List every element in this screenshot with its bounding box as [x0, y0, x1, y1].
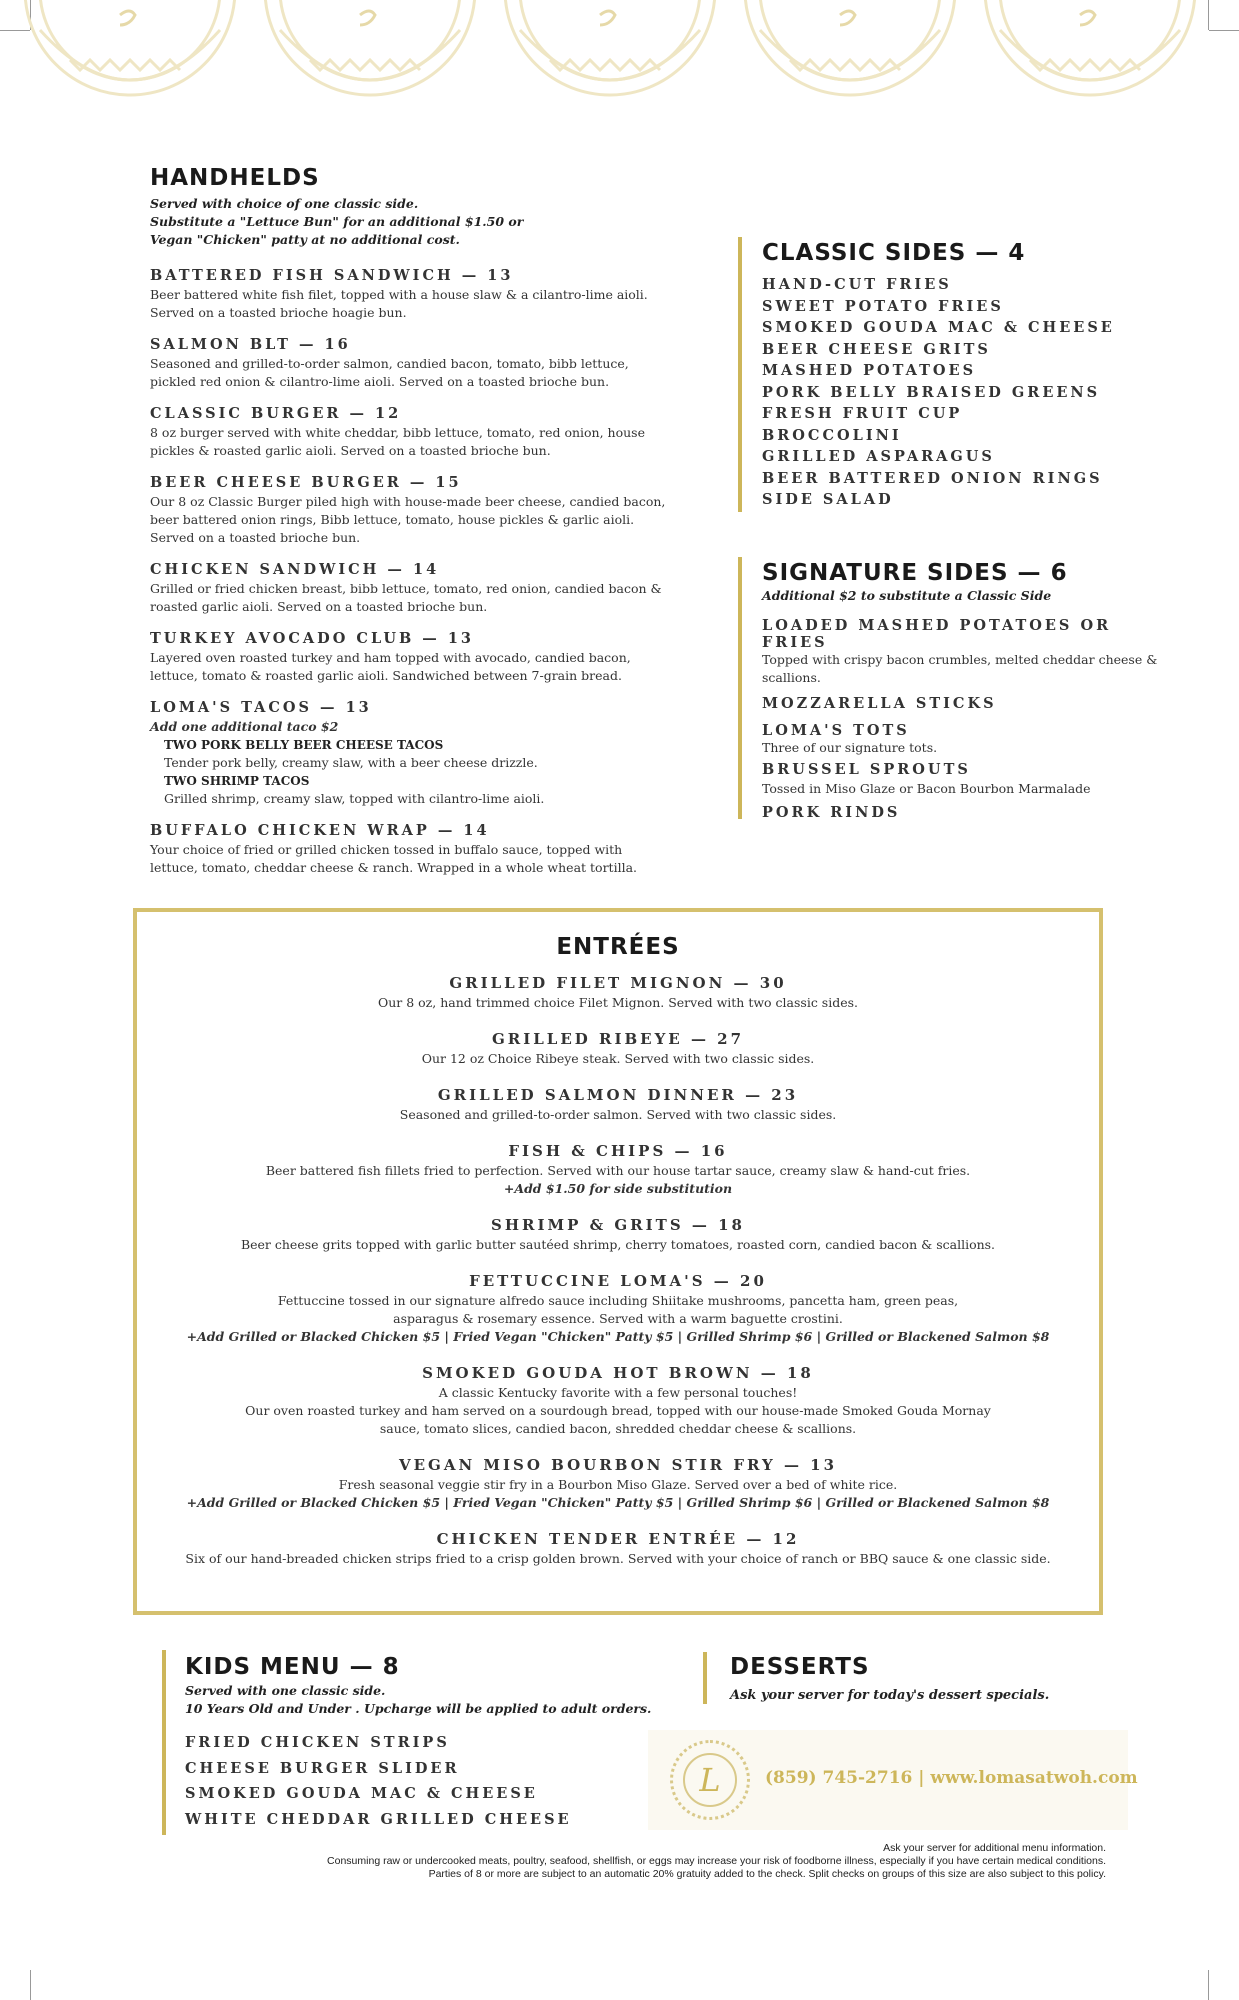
- item-name: CHICKEN SANDWICH — 14: [150, 561, 440, 578]
- menu-item: [150, 267, 670, 322]
- sub-option: [150, 736, 670, 808]
- entree-item: [137, 1364, 1099, 1438]
- item-name: GRILLED SALMON DINNER — 23: [437, 1086, 799, 1104]
- item-name: GRILLED FILET MIGNON — 30: [449, 974, 787, 992]
- item-note: Add one additional taco $2: [150, 719, 339, 734]
- item-description: asparagus & rosemary essence. Served with a warm baguette crostini.: [393, 1311, 843, 1326]
- logo-letter: L: [699, 1761, 721, 1799]
- classic-sides-section: [762, 240, 1182, 511]
- footer-fine-print: [150, 1842, 1106, 1881]
- logo-ring: [670, 1740, 750, 1820]
- item-name: BUFFALO CHICKEN WRAP — 14: [150, 822, 490, 839]
- section-note: Ask your server for today's dessert specials.: [730, 1688, 1050, 1703]
- item-description: Seasoned and grilled-to-order salmon. Served with two classic sides.: [399, 1107, 837, 1122]
- kids-menu-section: [185, 1654, 705, 1832]
- logo-emblem: [683, 1753, 737, 1807]
- gold-divider: [738, 237, 742, 512]
- list-item: SMOKED GOUDA MAC & CHEESE: [185, 1785, 538, 1802]
- section-title: HANDHELDS: [150, 165, 320, 191]
- list-item: WHITE CHEDDAR GRILLED CHEESE: [185, 1810, 572, 1828]
- item-description: Our oven roasted turkey and ham served on a sourdough bread, topped with our house-made Smoked Gouda Mornay sauce, tomato slices, candied bacon, shredded cheddar cheese & scallions.: [245, 1403, 991, 1436]
- menu-item: [150, 561, 670, 616]
- list-item: PORK BELLY BRAISED GREENS: [762, 383, 1101, 401]
- option-description: Tender pork belly, creamy slaw, with a beer cheese drizzle.: [164, 755, 538, 770]
- list-item: BROCCOLINI: [762, 426, 902, 444]
- item-name: CLASSIC BURGER — 12: [150, 405, 402, 422]
- section-title: SIGNATURE SIDES — 6: [762, 560, 1068, 586]
- list-item: MASHED POTATOES: [762, 362, 977, 379]
- contact-line: (859) 745-2716 | www.lomasatwoh.com: [765, 1768, 1138, 1788]
- menu-item: [150, 474, 670, 547]
- option-description: Grilled shrimp, creamy slaw, topped with cilantro-lime aioli.: [164, 791, 545, 806]
- item-description: A classic Kentucky favorite with a few personal touches!: [438, 1385, 798, 1400]
- section-title: KIDS MENU — 8: [185, 1654, 400, 1680]
- subtitle-line: Served with choice of one classic side.: [150, 196, 419, 211]
- list-item: HAND-CUT FRIES: [762, 276, 952, 293]
- gold-divider: [703, 1652, 707, 1704]
- section-title: CLASSIC SIDES — 4: [762, 240, 1026, 266]
- section-title: DESSERTS: [730, 1654, 870, 1680]
- crop-mark: [1208, 1970, 1209, 2000]
- list-item: CHEESE BURGER SLIDER: [185, 1759, 460, 1777]
- menu-item: [150, 630, 670, 685]
- handhelds-section: [150, 165, 670, 877]
- list-item: SIDE SALAD: [762, 491, 894, 508]
- item-description: Fettuccine tossed in our signature alfredo sauce including Shiitake mushrooms, pancetta ham, green peas,: [277, 1293, 959, 1308]
- item-description: Grilled or fried chicken breast, bibb lettuce, tomato, red onion, candied bacon & roasted garlic aioli. Served on a toasted brioche bun.: [150, 581, 662, 614]
- item-description: Our 8 oz, hand trimmed choice Filet Mignon. Served with two classic sides.: [377, 995, 858, 1010]
- item-addon: +Add Grilled or Blacked Chicken $5 | Fried Vegan "Chicken" Patty $5 | Grilled Shrimp $6 | Grilled or Blackened Salmon $8: [186, 1495, 1050, 1510]
- item-name: BRUSSEL SPROUTS: [762, 761, 971, 778]
- item-name: SALMON BLT — 16: [150, 336, 351, 353]
- menu-item: [150, 405, 670, 460]
- item-description: Beer battered fish fillets fried to perfection. Served with our house tartar sauce, creamy slaw & hand-cut fries.: [265, 1163, 971, 1178]
- item-description: Your choice of fried or grilled chicken tossed in buffalo sauce, topped with lettuce, tomato, cheddar cheese & ranch. Wrapped in a whole wheat tortilla.: [150, 842, 637, 875]
- list-item: BEER CHEESE GRITS: [762, 340, 991, 358]
- item-description: Layered oven roasted turkey and ham topped with avocado, candied bacon, lettuce, tomato & roasted garlic aioli. Sandwiched between 7-grain bread.: [150, 650, 631, 683]
- item-description: 8 oz burger served with white cheddar, bibb lettuce, tomato, red onion, house pickles & roasted garlic aioli. Served on a toasted brioche bun.: [150, 425, 645, 458]
- item-description: Our 8 oz Classic Burger piled high with house-made beer cheese, candied bacon, beer battered onion rings, Bibb lettuce, tomato, house pickles & garlic aioli. Served on a toasted brioche bun.: [150, 494, 666, 545]
- footer-line: Parties of 8 or more are subject to an automatic 20% gratuity added to the check. Split checks on groups of this size are also subject to this policy.: [428, 1868, 1106, 1880]
- item-name: BEER CHEESE BURGER — 15: [150, 474, 462, 491]
- item-name: VEGAN MISO BOURBON STIR FRY — 13: [398, 1456, 838, 1474]
- item-name: MOZZARELLA STICKS: [762, 695, 997, 712]
- subtitle-line: Served with one classic side.: [185, 1683, 386, 1698]
- item-name: BATTERED FISH SANDWICH — 13: [150, 267, 514, 284]
- list-item: SWEET POTATO FRIES: [762, 297, 1004, 315]
- entree-item: [137, 1086, 1099, 1124]
- gold-divider: [162, 1650, 166, 1835]
- section-subtitle: [150, 195, 670, 249]
- menu-item: [150, 336, 670, 391]
- option-name: TWO PORK BELLY BEER CHEESE TACOS: [164, 738, 444, 752]
- section-title: ENTRÉES: [556, 934, 680, 960]
- item-description: Our 12 oz Choice Ribeye steak. Served with two classic sides.: [421, 1051, 815, 1066]
- section-subtitle: [185, 1682, 705, 1718]
- section-note: Additional $2 to substitute a Classic Side: [762, 588, 1052, 603]
- ornament-pattern: [0, 0, 1239, 130]
- entree-item: [137, 1272, 1099, 1346]
- sides-list: [762, 274, 1182, 511]
- entree-item: [137, 1216, 1099, 1254]
- entree-item: [137, 1030, 1099, 1068]
- signature-sides-section: [762, 560, 1162, 821]
- list-item: FRESH FRUIT CUP: [762, 405, 963, 422]
- item-description: Three of our signature tots.: [762, 740, 938, 755]
- header-pattern: [0, 0, 1239, 130]
- list-item: BEER BATTERED ONION RINGS: [762, 469, 1103, 487]
- item-name: SMOKED GOUDA HOT BROWN — 18: [422, 1364, 814, 1382]
- item-name: GRILLED RIBEYE — 27: [491, 1030, 745, 1048]
- menu-item: [150, 699, 670, 808]
- item-name: PORK RINDS: [762, 804, 901, 821]
- kids-list: [185, 1730, 705, 1832]
- subtitle-line: 10 Years Old and Under . Upcharge will be applied to adult orders.: [185, 1701, 652, 1716]
- item-description: Seasoned and grilled-to-order salmon, candied bacon, tomato, bibb lettuce, pickled red onion & cilantro-lime aioli. Served on a toasted brioche bun.: [150, 356, 629, 389]
- item-description: Six of our hand-breaded chicken strips fried to a crisp golden brown. Served with your choice of ranch or BBQ sauce & one classic side.: [185, 1551, 1051, 1566]
- subtitle-line: Substitute a "Lettuce Bun" for an additional $1.50 or: [150, 214, 524, 229]
- item-addon: +Add $1.50 for side substitution: [503, 1181, 733, 1196]
- menu-item: [150, 822, 670, 877]
- item-name: FISH & CHIPS — 16: [508, 1142, 728, 1160]
- item-name: FETTUCCINE LOMA'S — 20: [469, 1272, 767, 1290]
- item-name: LOADED MASHED POTATOES OR FRIES: [762, 617, 1112, 651]
- contact-banner: [648, 1730, 1138, 1830]
- entree-item: [137, 974, 1099, 1012]
- item-name: TURKEY AVOCADO CLUB — 13: [150, 630, 475, 647]
- entrees-section: [133, 908, 1103, 1615]
- option-name: TWO SHRIMP TACOS: [164, 774, 310, 788]
- item-name: SHRIMP & GRITS — 18: [491, 1216, 745, 1234]
- sides-list: [762, 617, 1162, 821]
- entree-item: [137, 1142, 1099, 1198]
- item-description: Fresh seasonal veggie stir fry in a Bourbon Miso Glaze. Served over a bed of white rice.: [338, 1477, 898, 1492]
- item-name: LOMA'S TOTS: [762, 722, 910, 739]
- gold-divider: [738, 557, 742, 819]
- entree-item: [137, 1530, 1099, 1568]
- entree-item: [137, 1456, 1099, 1512]
- list-item: GRILLED ASPARAGUS: [762, 448, 995, 465]
- item-name: CHICKEN TENDER ENTRÉE — 12: [436, 1530, 800, 1548]
- item-description: Beer battered white fish filet, topped with a house slaw & a cilantro-lime aioli. Served on a toasted brioche hoagie bun.: [150, 287, 648, 320]
- crop-mark: [30, 1970, 31, 2000]
- footer-line: Consuming raw or undercooked meats, poultry, seafood, shellfish, or eggs may increase your risk of foodborne illness, especially if you have certain medical conditions.: [327, 1855, 1106, 1867]
- subtitle-line: Vegan "Chicken" patty at no additional cost.: [150, 232, 460, 247]
- list-item: SMOKED GOUDA MAC & CHEESE: [762, 319, 1115, 336]
- item-description: Beer cheese grits topped with garlic butter sautéed shrimp, cherry tomatoes, roasted corn, candied bacon & scallions.: [240, 1237, 996, 1252]
- item-description: Topped with crispy bacon crumbles, melted cheddar cheese & scallions.: [762, 652, 1158, 685]
- item-description: Tossed in Miso Glaze or Bacon Bourbon Marmalade: [762, 781, 1091, 796]
- list-item: FRIED CHICKEN STRIPS: [185, 1734, 450, 1751]
- item-addon: +Add Grilled or Blacked Chicken $5 | Fried Vegan "Chicken" Patty $5 | Grilled Shrimp $6 | Grilled or Blackened Salmon $8: [186, 1329, 1050, 1344]
- item-name: LOMA'S TACOS — 13: [150, 699, 372, 716]
- desserts-section: [730, 1654, 1150, 1703]
- footer-line: Ask your server for additional menu information.: [883, 1842, 1106, 1854]
